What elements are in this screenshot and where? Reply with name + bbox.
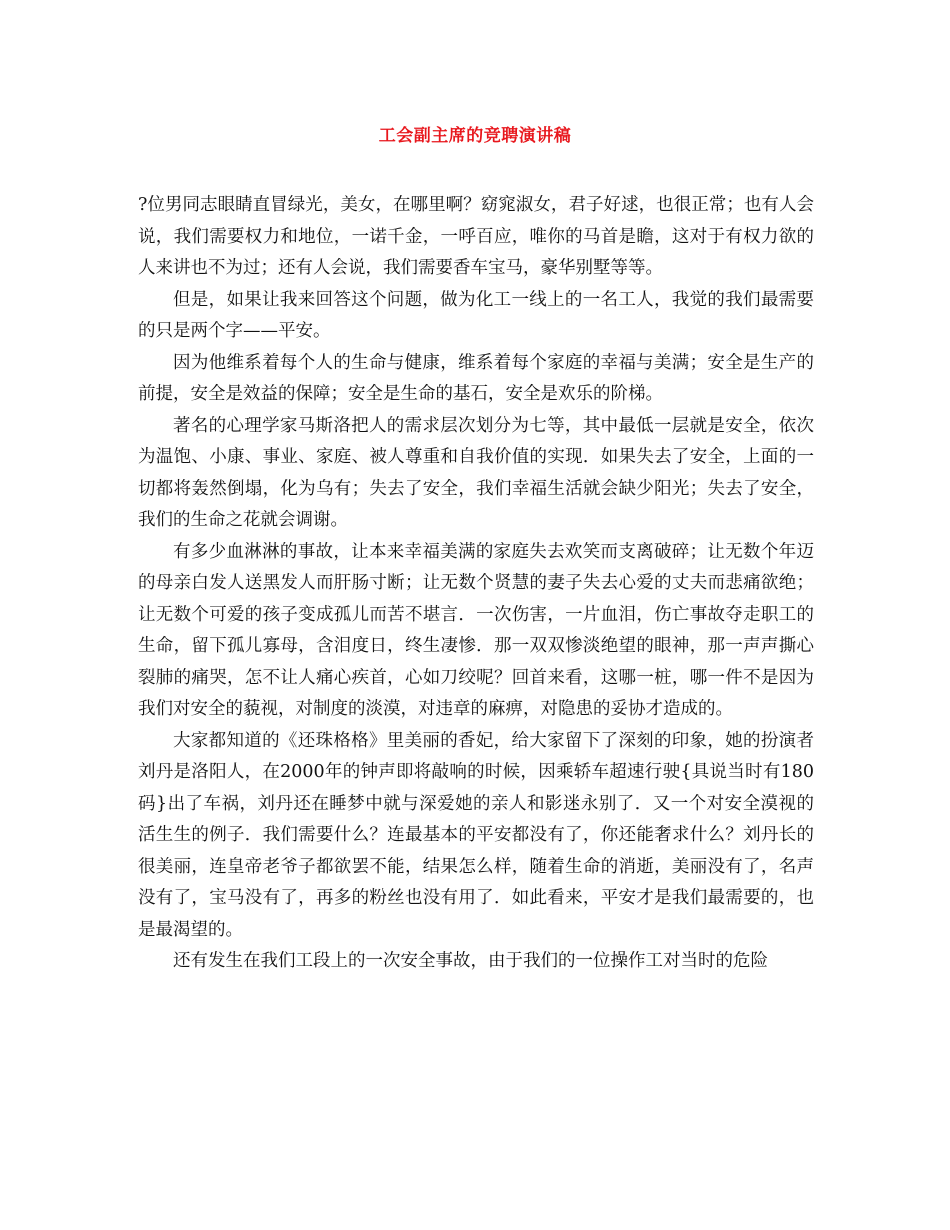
paragraph-2: 但是，如果让我来回答这个问题，做为化工一线上的一名工人，我觉的我们最需要的只是两个字——平安。 — [138, 289, 814, 341]
paragraph-6: 大家都知道的《还珠格格》里美丽的香妃，给大家留下了深刻的印象，她的扮演者刘丹是洛阳人，在2000年的钟声即将敲响的时候，因乘轿车超速行驶{具说当时有180码}出了车祸，刘丹还在睡梦中就与深爱她的亲人和影迷永别了．又一个对安全漠视的活生生的例子．我们需要什么？连最基本的平安都没有了，你还能奢求什么？刘丹长的很美丽，连皇帝老爷子都欲罢不能，结果怎么样，随着生命的消逝，美丽没有了，名声没有了，宝马没有了，再多的粉丝也没有用了．如此看来，平安才是我们最需要的，也是最渴望的。 — [138, 730, 814, 940]
document-body — [138, 190, 814, 978]
paragraph-7: 还有发生在我们工段上的一次安全事故，由于我们的一位操作工对当时的危险 — [173, 951, 768, 971]
document-title: 工会副主席的竞聘演讲稿 — [378, 126, 572, 146]
paragraph-3: 因为他维系着每个人的生命与健康，维系着每个家庭的幸福与美满；安全是生产的前提，安全是效益的保障；安全是生命的基石，安全是欢乐的阶梯。 — [138, 352, 814, 404]
paragraph-1: ?位男同志眼睛直冒绿光，美女，在哪里啊？窈窕淑女，君子好逑，也很正常；也有人会说，我们需要权力和地位，一诺千金，一呼百应，唯你的马首是瞻，这对于有权力欲的人来讲也不为过；还有人会说，我们需要香车宝马，豪华别墅等等。 — [138, 195, 814, 278]
paragraph-5: 有多少血淋淋的事故，让本来幸福美满的家庭失去欢笑而支离破碎；让无数个年迈的母亲白发人送黑发人而肝肠寸断；让无数个贤慧的妻子失去心爱的丈夫而悲痛欲绝；让无数个可爱的孩子变成孤儿而苦不堪言．一次伤害，一片血泪，伤亡事故夺走职工的生命，留下孤儿寡母，含泪度日，终生凄惨．那一双双惨淡绝望的眼神，那一声声撕心裂肺的痛哭，怎不让人痛心疾首，心如刀绞呢？回首来看，这哪一桩，哪一件不是因为我们对安全的藐视，对制度的淡漠，对违章的麻痹，对隐患的妥协才造成的。 — [138, 541, 814, 719]
paragraph-4: 著名的心理学家马斯洛把人的需求层次划分为七等，其中最低一层就是安全，依次为温饱、小康、事业、家庭、被人尊重和自我价值的实现．如果失去了安全，上面的一切都将轰然倒塌，化为乌有；失去了安全，我们幸福生活就会缺少阳光；失去了安全，我们的生命之花就会调谢。 — [138, 415, 814, 530]
